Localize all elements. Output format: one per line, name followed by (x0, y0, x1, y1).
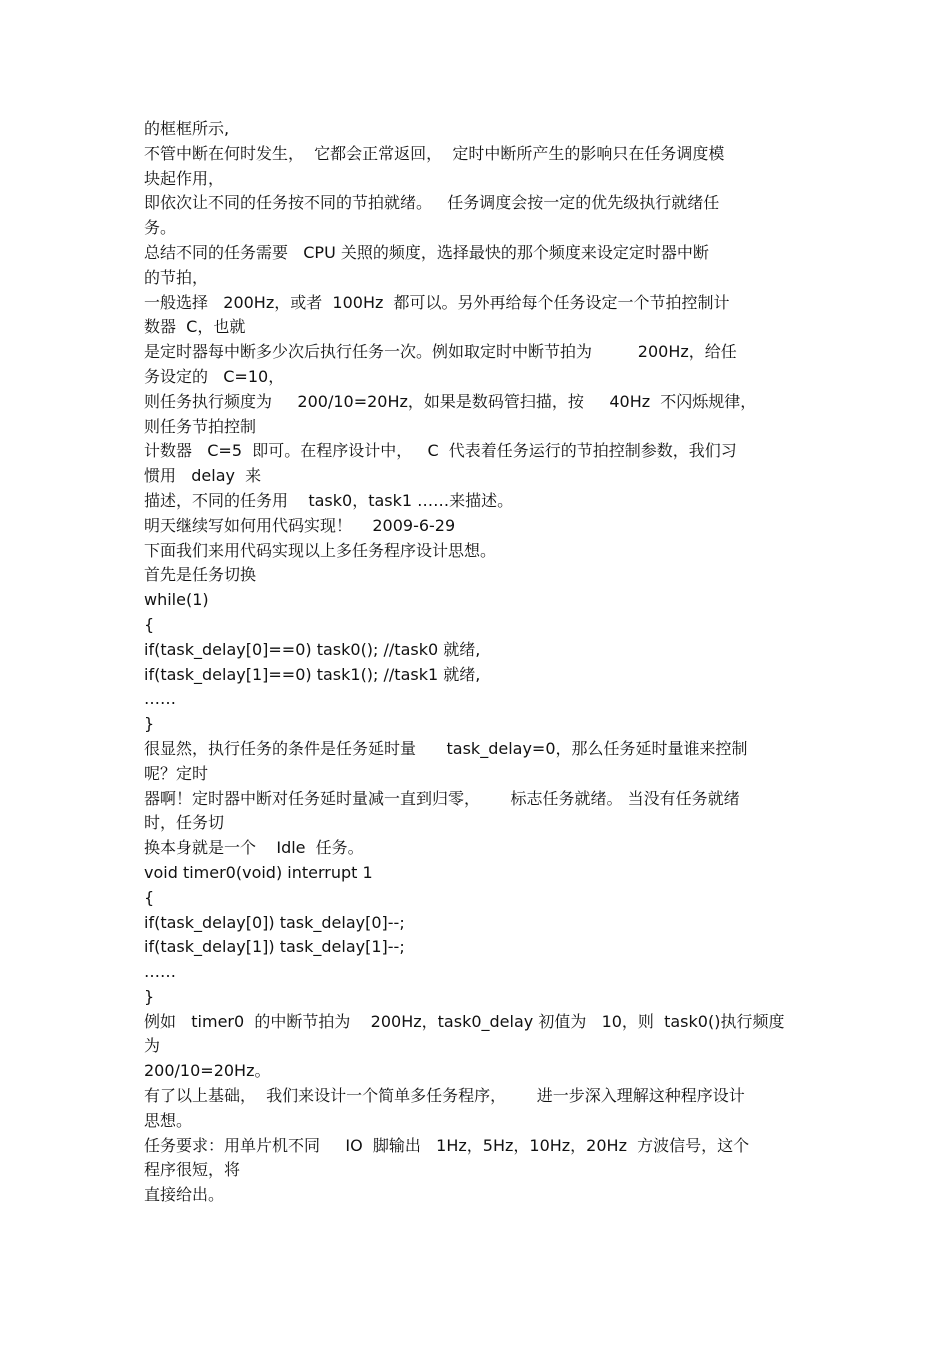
text-line: { (144, 614, 155, 634)
text-line: 有了以上基础， 我们来设计一个简单多任务程序， 进一步深入理解这种程序设计 (144, 1086, 745, 1106)
text-line: while(1) (144, 590, 209, 610)
text-line: 为 (144, 1036, 161, 1056)
text-line: 务。 (144, 218, 177, 238)
text-line: …… (144, 962, 176, 982)
text-line: 很显然，执行任务的条件是任务延时量 task_delay=0，那么任务延时量谁来控制 (144, 738, 748, 758)
text-line: 数器 C，也就 (144, 317, 246, 337)
text-line: if(task_delay[0]) task_delay[0]--; (144, 912, 405, 932)
text-line: 则任务执行频度为 200/10=20Hz，如果是数码管扫描，按 40Hz 不闪烁规律， (144, 391, 757, 411)
text-line: 下面我们来用代码实现以上多任务程序设计思想。 (144, 540, 497, 560)
text-line: 时，任务切 (144, 813, 225, 833)
text-line: 任务要求：用单片机不同 IO 脚输出 1Hz，5Hz，10Hz，20Hz 方波信号，这个 (144, 1135, 750, 1155)
text-line: 务设定的 C=10， (144, 366, 285, 386)
text-line: 明天继续写如何用代码实现！ 2009-6-29 (144, 515, 456, 535)
text-line: 计数器 C=5 即可。在程序设计中， C 代表着任务运行的节拍控制参数，我们习 (144, 441, 737, 461)
text-line: 呢？定时 (144, 763, 209, 783)
text-line: 惯用 delay 来 (144, 466, 262, 486)
text-line: 直接给出。 (144, 1185, 225, 1205)
text-line: 则任务节拍控制 (144, 416, 257, 436)
text-line: void timer0(void) interrupt 1 (144, 862, 373, 882)
document-body (144, 117, 809, 1208)
text-line: 描述，不同的任务用 task0，task1 ……来描述。 (144, 490, 514, 510)
text-line: 思想。 (144, 1110, 193, 1130)
text-line: 例如 timer0 的中断节拍为 200Hz，task0_delay 初值为 10，则 task0()执行频度 (144, 1011, 785, 1031)
text-line: } (144, 986, 155, 1006)
text-line: 首先是任务切换 (144, 565, 257, 585)
text-line: if(task_delay[0]==0) task0(); //task0 就绪, (144, 639, 481, 659)
text-line: if(task_delay[1]) task_delay[1]--; (144, 937, 405, 957)
text-line: } (144, 714, 155, 734)
text-line: if(task_delay[1]==0) task1(); //task1 就绪, (144, 664, 481, 684)
text-line: 总结不同的任务需要 CPU 关照的频度，选择最快的那个频度来设定定时器中断 (144, 242, 709, 262)
text-line: 的框框所示, (144, 119, 230, 138)
text-line: 程序很短，将 (144, 1160, 241, 1180)
text-line: 换本身就是一个 Idle 任务。 (144, 838, 364, 858)
text-line: 块起作用， (144, 168, 225, 188)
text-line: 200/10=20Hz。 (144, 1061, 271, 1081)
text-line: 即依次让不同的任务按不同的节拍就绪。 任务调度会按一定的优先级执行就绪任 (144, 193, 720, 213)
text-line: 是定时器每中断多少次后执行任务一次。例如取定时中断节拍为 200Hz，给任 (144, 342, 737, 362)
text-line: 的节拍， (144, 267, 209, 287)
text-line: 不管中断在何时发生， 它都会正常返回， 定时中断所产生的影响只在任务调度模 (144, 143, 725, 163)
text-line: …… (144, 689, 176, 709)
text-line: { (144, 887, 155, 907)
text-line: 一般选择 200Hz，或者 100Hz 都可以。另外再给每个任务设定一个节拍控制计 (144, 292, 730, 312)
text-line: 器啊！定时器中断对任务延时量减一直到归零， 标志任务就绪。 当没有任务就绪 (144, 788, 740, 808)
